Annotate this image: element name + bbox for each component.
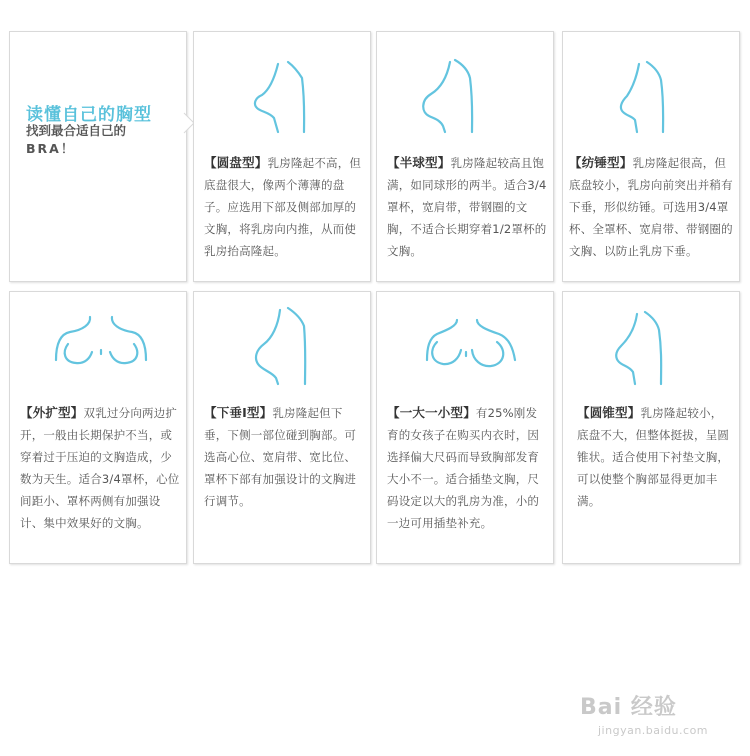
shape-text: 有25%刚发育的女孩子在购买内衣时，因选择偏大尺码而导致胸部发育大小不一。适合插垫文胸，尺码设定以大的乳房为准，小的一边可用插垫补充。	[387, 406, 540, 530]
shape-text: 乳房隆起很高，但底盘较小，乳房向前突出并稍有下垂，形似纺锤。可选用3/4罩杯、全罩杯、宽肩带、带钢圈的文胸、以防止乳房下垂。	[569, 156, 733, 258]
card-spindle	[562, 31, 740, 282]
watermark-logo-text: Bai 经验	[580, 695, 677, 720]
side-profile-conical-breast-icon	[563, 292, 741, 392]
card-description	[204, 152, 364, 262]
front-view-splayed-breast-icon	[10, 292, 188, 392]
intro-subtitle-bra: BRA！	[26, 141, 76, 156]
card-round-disc	[193, 31, 371, 282]
card-description	[577, 402, 733, 512]
baidu-watermark	[580, 690, 730, 750]
side-profile-hemisphere-breast-icon	[377, 32, 555, 142]
shape-name: 【纺锤型】	[569, 155, 633, 170]
shape-text: 双乳过分向两边扩开，一般由长期保护不当，或穿着过于压迫的文胸造成，少数为天生。适合3/4罩杯，心位间距小、罩杯两侧有加强设计、集中效果好的文胸。	[20, 406, 180, 530]
intro-title: 读懂自己的胸型	[26, 105, 152, 125]
shape-name: 【下垂I型】	[204, 405, 273, 420]
shape-name: 【外扩型】	[20, 405, 84, 420]
card-description	[204, 402, 364, 512]
watermark-url: jingyan.baidu.com	[598, 724, 709, 737]
shape-text: 乳房隆起但下垂，下侧一部位碰到胸部。可选高心位、宽肩带、宽比位、罩杯下部有加强设计的文胸进行调节。	[204, 406, 357, 508]
shape-name: 【圆盘型】	[204, 155, 268, 170]
shape-name: 【半球型】	[387, 155, 451, 170]
card-description	[387, 152, 547, 262]
card-sagging	[193, 291, 371, 564]
card-hemisphere	[376, 31, 554, 282]
card-description	[569, 152, 737, 262]
card-splayed	[9, 291, 187, 564]
intro-card	[9, 31, 187, 282]
card-description	[20, 402, 180, 534]
card-conical	[562, 291, 740, 564]
side-profile-sagging-breast-icon	[194, 292, 372, 392]
shape-text: 乳房隆起不高，但底盘很大，像两个薄薄的盘子。应选用下部及侧部加厚的文胸，将乳房向内推，从而使乳房抬高隆起。	[204, 156, 362, 258]
card-description	[387, 402, 547, 534]
intro-subtitle: 找到最合适自己的	[26, 123, 127, 138]
side-profile-flat-breast-icon	[194, 32, 372, 142]
shape-text: 乳房隆起较高且饱满，如同球形的两半。适合3/4罩杯，宽肩带，带钢圈的文胸，不适合长期穿着1/2罩杯的文胸。	[387, 156, 547, 258]
shape-name: 【圆锥型】	[577, 405, 641, 420]
shape-name: 【一大一小型】	[387, 405, 476, 420]
side-profile-spindle-breast-icon	[563, 32, 741, 142]
card-uneven	[376, 291, 554, 564]
front-view-uneven-breast-icon	[377, 292, 555, 392]
shape-text: 乳房隆起较小，底盘不大，但整体挺拔，呈圆锥状。适合使用下衬垫文胸，可以使整个胸部显得更加丰满。	[577, 406, 730, 508]
